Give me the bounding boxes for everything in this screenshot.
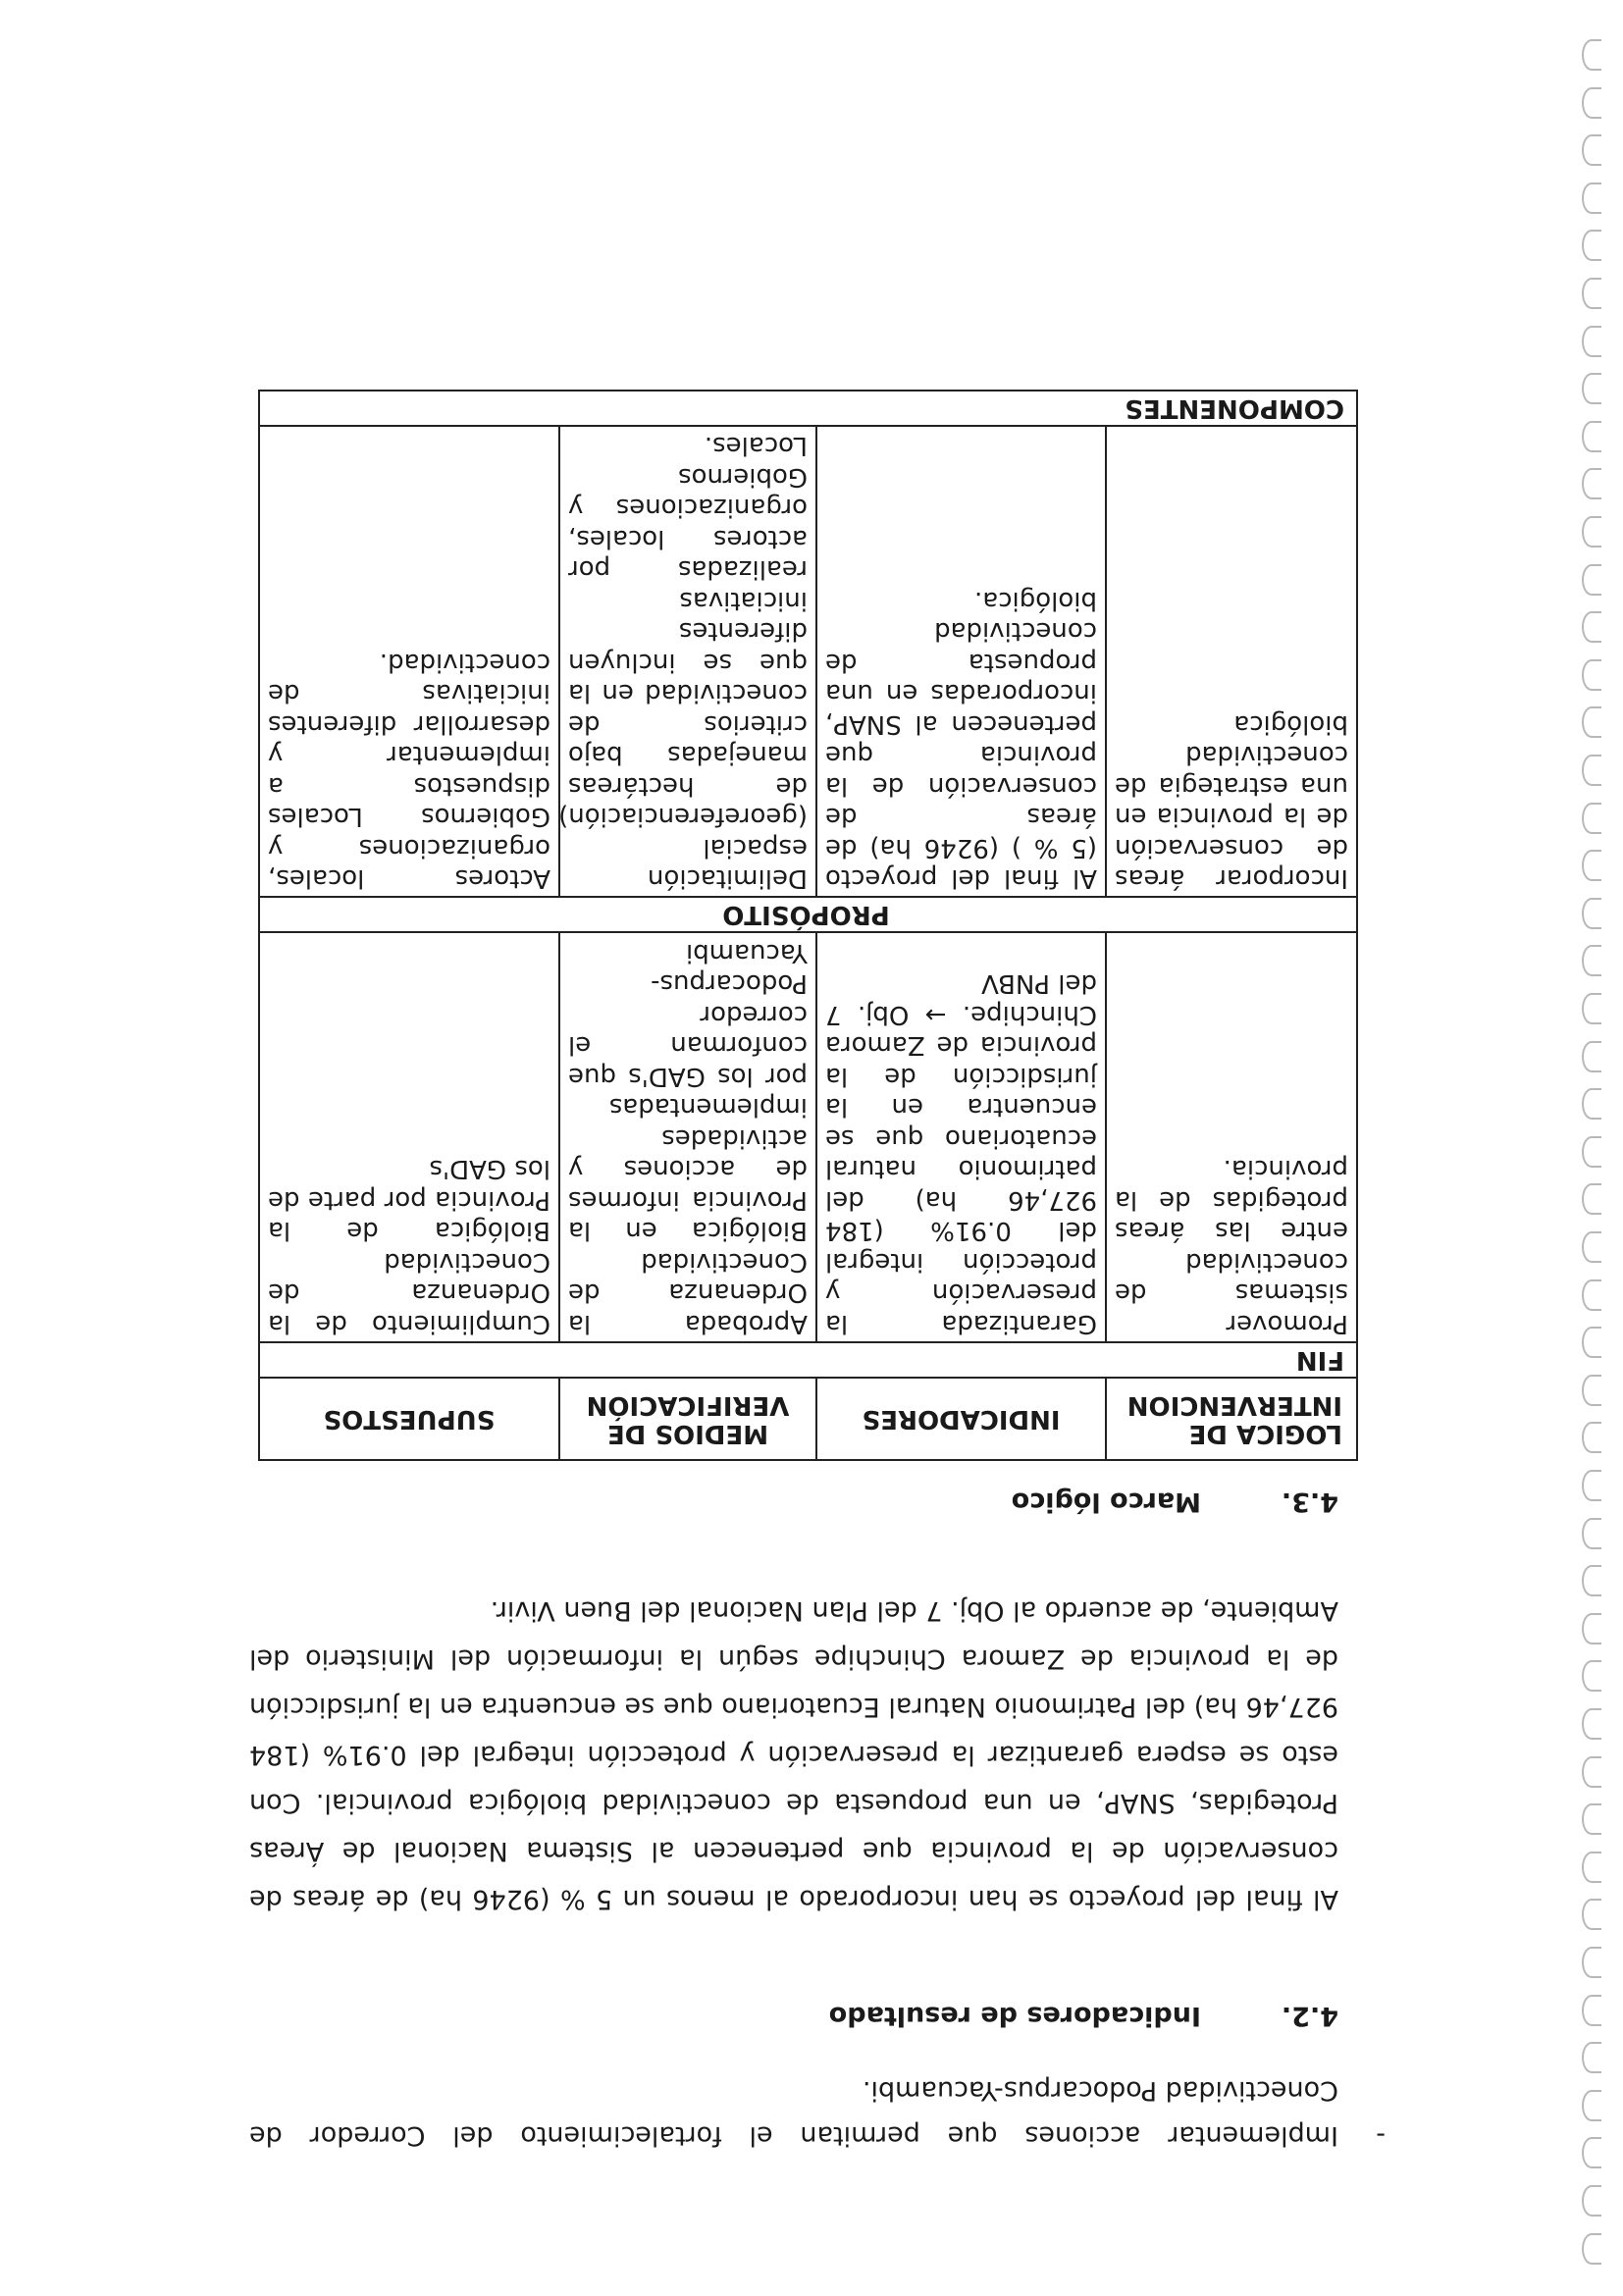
binding-hole xyxy=(1582,1422,1601,1453)
binding-hole xyxy=(1582,2137,1601,2168)
binding-hole xyxy=(1582,1947,1601,1978)
binding-hole xyxy=(1582,1470,1601,1501)
header-cell: MEDIOS DE VERIFICACIÓN xyxy=(559,1378,816,1460)
binding-hole xyxy=(1582,993,1601,1024)
binding-hole xyxy=(1582,278,1601,309)
binding-hole xyxy=(1582,134,1601,166)
binding-hole xyxy=(1582,659,1601,691)
section-label: COMPONENTES xyxy=(259,391,1357,426)
binding-hole xyxy=(1582,564,1601,596)
binding-hole xyxy=(1582,1708,1601,1740)
section-row-proposito xyxy=(259,898,1357,933)
binding-hole xyxy=(1582,1327,1601,1358)
fin-logica-cell: Promover sistemas de conectividad entre las áreas protegidas de la provincia. xyxy=(1106,933,1357,1343)
binding-hole xyxy=(1582,326,1601,357)
binding-hole xyxy=(1582,945,1601,976)
proposito-medios-cell: Delimitación espacial (georeferenciación) de hectáreas manejadas bajo criterios de conectividad en la que se incluyen diferentes iniciativas realizadas por actores locales, organizaciones y Gobiernos Locales. xyxy=(559,426,816,898)
binding-hole xyxy=(1582,2090,1601,2121)
fin-supuestos-cell: Cumplimiento de la Ordenanza de Conectividad Biológica de la Provincia por parte de los GAD's xyxy=(259,933,559,1343)
binding-hole xyxy=(1582,1518,1601,1549)
binding-hole xyxy=(1582,1803,1601,1835)
proposito-logica-cell: Incorporar áreas de conservación de la provincia en una estrategia de conectividad biológica xyxy=(1106,426,1357,898)
binding-hole xyxy=(1582,1231,1601,1263)
section-title: Marco lógico xyxy=(1011,1487,1201,1517)
section-title: Indicadores de resultado xyxy=(828,2001,1201,2031)
binding-hole xyxy=(1582,1613,1601,1644)
binding-hole xyxy=(1582,2185,1601,2217)
section-label: FIN xyxy=(259,1342,1357,1378)
proposito-indicadores-cell: Al final del proyecto (5 % ) (9246 ha) de áreas de conservación de la provincia que pertenecen al SNAP, incorporadas en una propuesta de conectividad biológica. xyxy=(816,426,1106,898)
logical-framework-table xyxy=(258,390,1358,1461)
binding-hole xyxy=(1582,87,1601,119)
header-cell: SUPUESTOS xyxy=(259,1378,559,1460)
binding-hole xyxy=(1582,1565,1601,1596)
binding-hole xyxy=(1582,1183,1601,1215)
section-row-componentes xyxy=(259,391,1357,426)
binding-hole xyxy=(1582,1995,1601,2026)
section-heading-4-2 xyxy=(829,2001,1338,2031)
binding-hole xyxy=(1582,421,1601,452)
binding-hole xyxy=(1582,516,1601,548)
binding-hole xyxy=(1582,39,1601,71)
proposito-supuestos-cell: Actores locales, organizaciones y Gobiernos Locales dispuestos a implementar y desarrollar diferentes iniciativas de conectividad. xyxy=(259,426,559,898)
binding-hole xyxy=(1582,2233,1601,2265)
binding-hole xyxy=(1582,373,1601,404)
bullet-text: Implementar acciones que permitan el fortalecimiento del Corredor de Conectividad Podocarpus-Yacuambi. xyxy=(249,2075,1338,2151)
binding-hole xyxy=(1582,1279,1601,1311)
fin-medios-cell: Aprobada la Ordenanza de Conectividad Biológica en la Provincia informes de acciones y actividades implementadas por los GAD's que conforman el corredor Podocarpus-Yacuambi xyxy=(559,933,816,1343)
binding-hole xyxy=(1582,1756,1601,1788)
table-row xyxy=(259,426,1357,898)
fin-indicadores-cell: Garantizada la preservación y protección integral del 0.91% (184 927,46 ha) del patrimonio natural ecuatoriano que se encuentra en la jurisdicción de la provincia de Zamora Chinchipe. → Obj. 7 del PNBV xyxy=(816,933,1106,1343)
header-cell: INDICADORES xyxy=(816,1378,1106,1460)
header-cell: LOGICA DE INTERVENCION xyxy=(1106,1378,1357,1460)
binding-hole xyxy=(1582,1852,1601,1883)
binding-hole xyxy=(1582,1660,1601,1692)
section-label: PROPÓSITO xyxy=(259,898,1357,933)
binding-hole xyxy=(1582,755,1601,786)
binding-hole xyxy=(1582,1041,1601,1072)
binding-hole xyxy=(1582,898,1601,929)
binding-hole xyxy=(1582,1899,1601,1930)
table-header-row xyxy=(259,1378,1357,1460)
binding-hole xyxy=(1582,850,1601,881)
bullet-item xyxy=(249,2067,1386,2158)
section-number: 4.2. xyxy=(1281,2001,1338,2031)
binding-hole xyxy=(1582,803,1601,834)
binding-hole xyxy=(1582,183,1601,214)
binding-hole xyxy=(1582,2042,1601,2073)
binding-hole xyxy=(1582,1136,1601,1168)
section-row-fin xyxy=(259,1342,1357,1378)
binding-hole xyxy=(1582,1375,1601,1406)
binding-hole xyxy=(1582,1088,1601,1120)
bullet-dash: - xyxy=(1376,2120,1386,2151)
section-heading-4-3 xyxy=(1012,1487,1338,1517)
table-row xyxy=(259,933,1357,1343)
binding-hole xyxy=(1582,230,1601,261)
binding-hole xyxy=(1582,611,1601,643)
section-number: 4.3. xyxy=(1281,1487,1338,1517)
binding-hole xyxy=(1582,468,1601,499)
results-paragraph: Al final del proyecto se han incorporado al menos un 5 % (9246 ha) de áreas de conservación de la provincia que pertenecen al Sistema Nacional de Áreas Protegidas, SNAP, en una propuesta de conectividad biológica provincial. Con esto se espera garantizar la preservación y protección integral del 0.91% (184 927,46 ha) del Patrimonio Natural Ecuatoriano que se encuentra en la jurisdicción de la provincia de Zamora Chinchipe según la información del Ministerio del Ambiente, de acuerdo al Obj. 7 del Plan Nacional del Buen Vivir. xyxy=(249,1595,1338,1914)
binding-hole xyxy=(1582,706,1601,738)
